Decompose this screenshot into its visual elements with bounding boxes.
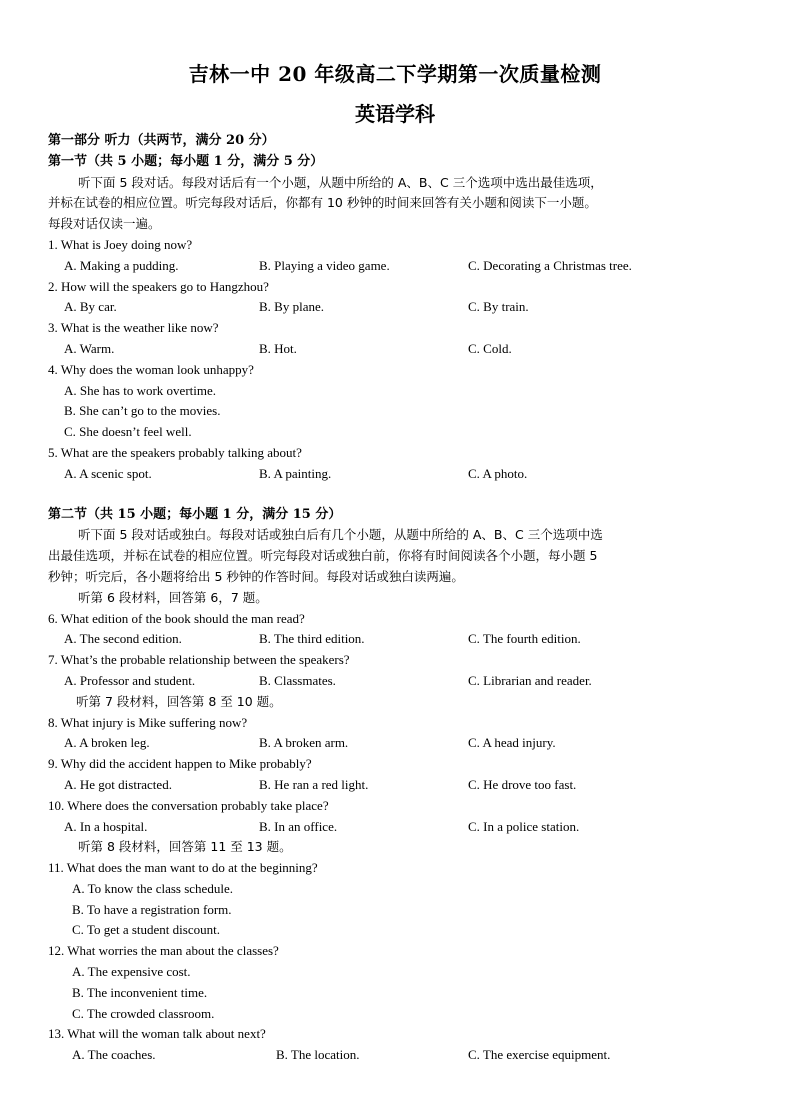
question-stem: 12. What worries the man about the classes? <box>48 943 279 959</box>
material-intro: 听第 7 段材料，回答第 8 至 10 题。 <box>76 693 282 709</box>
listening-part <box>48 131 748 1066</box>
option-a: A. A scenic spot. <box>64 465 152 481</box>
option-b: B. In an office. <box>259 818 338 834</box>
option-b: B. He ran a red light. <box>259 776 369 792</box>
section1-heading: 第一节（共 5 小题；每小题 1 分，满分 5 分） <box>48 153 324 169</box>
section2-heading: 第二节（共 15 小题；每小题 1 分，满分 15 分） <box>48 506 342 522</box>
option-c: C. The crowded classroom. <box>72 1005 215 1021</box>
option-c: C. Librarian and reader. <box>468 672 592 688</box>
question-stem: 6. What edition of the book should the man read? <box>48 610 305 626</box>
option-b: B. The inconvenient time. <box>72 984 208 1000</box>
section1-instruction-line: 听下面 5 段对话。每段对话后有一个小题，从题中所给的 A、B、C 三个选项中选出最佳选项， <box>78 174 603 190</box>
option-c: C. He drove too fast. <box>468 776 577 792</box>
section2-instruction-line: 秒钟；听完后，各小题将给出 5 秒钟的作答时间。每段对话或独白读两遍。 <box>48 568 464 584</box>
option-c: C. She doesn’t feel well. <box>64 424 192 440</box>
question-options <box>48 464 748 485</box>
part1-heading: 第一部分 听力（共两节，满分 20 分） <box>48 133 275 148</box>
option-c: C. A head injury. <box>468 735 556 751</box>
section1-instruction-line: 并标在试卷的相应位置。听完每段对话后，你都有 10 秒钟的时间来回答有关小题和阅读下一小题。 <box>48 195 597 211</box>
material-intro: 听第 6 段材料，回答第 6，7 题。 <box>78 589 268 605</box>
question-stem: 10. Where does the conversation probably take place? <box>48 797 329 813</box>
question-options <box>48 339 748 360</box>
option-c: C. By train. <box>468 299 529 315</box>
option-c: C. To get a student discount. <box>72 922 220 938</box>
option-a: A. Professor and student. <box>64 672 196 688</box>
question-options <box>48 256 748 277</box>
question-stem: 4. Why does the woman look unhappy? <box>48 361 254 377</box>
option-a: A. By car. <box>64 299 117 315</box>
question-stem: 13. What will the woman talk about next? <box>48 1026 266 1042</box>
option-a: A. Warm. <box>64 340 115 356</box>
option-b: B. Classmates. <box>259 672 336 688</box>
option-a: A. In a hospital. <box>64 818 148 834</box>
section2-instruction-line: 出最佳选项，并标在试卷的相应位置。听完每段对话或独白前，你将有时间阅读各个小题，每小题 5 <box>48 548 598 564</box>
option-a: A. The expensive cost. <box>72 964 191 980</box>
question-options <box>48 297 748 318</box>
section-spacer <box>48 485 748 505</box>
option-a: A. The coaches. <box>72 1047 156 1063</box>
option-a: A. To know the class schedule. <box>72 880 233 896</box>
option-b: B. To have a registration form. <box>72 901 232 917</box>
question-options <box>48 671 748 692</box>
option-b: B. Playing a video game. <box>259 257 390 273</box>
question-options <box>48 817 748 838</box>
question-stem: 9. Why did the accident happen to Mike probably? <box>48 756 312 772</box>
option-c: C. In a police station. <box>468 818 580 834</box>
option-a: A. Making a pudding. <box>64 257 179 273</box>
question-options <box>48 629 748 650</box>
question-stem: 2. How will the speakers go to Hangzhou? <box>48 278 269 294</box>
question-stem: 1. What is Joey doing now? <box>48 236 193 252</box>
question-options <box>48 775 748 796</box>
option-b: B. By plane. <box>259 299 324 315</box>
material-intro: 听第 8 段材料，回答第 11 至 13 题。 <box>78 839 292 855</box>
question-stem: 3. What is the weather like now? <box>48 320 219 336</box>
option-a: A. He got distracted. <box>64 776 172 792</box>
question-stem: 7. What’s the probable relationship between the speakers? <box>48 652 350 668</box>
section2-instruction-line: 听下面 5 段对话或独白。每段对话或独白后有几个小题，从题中所给的 A、B、C 三个选项中选 <box>78 527 603 543</box>
option-a: A. She has to work overtime. <box>64 382 217 398</box>
option-b: B. The location. <box>276 1047 360 1063</box>
option-c: C. The fourth edition. <box>468 631 581 647</box>
option-b: B. A broken arm. <box>259 735 349 751</box>
option-c: C. Cold. <box>468 340 512 356</box>
question-stem: 8. What injury is Mike suffering now? <box>48 714 248 730</box>
option-a: A. A broken leg. <box>64 735 150 751</box>
exam-title: 吉林一中 20 年级高二下学期第一次质量检测 <box>188 62 602 86</box>
option-b: B. The third edition. <box>259 631 365 647</box>
option-b: B. A painting. <box>259 465 332 481</box>
option-a: A. The second edition. <box>64 631 182 647</box>
option-b: B. She can’t go to the movies. <box>64 403 221 419</box>
option-c: C. Decorating a Christmas tree. <box>468 257 632 273</box>
question-stem: 5. What are the speakers probably talking about? <box>48 444 302 460</box>
option-c: C. A photo. <box>468 465 528 481</box>
section1-instruction-line: 每段对话仅读一遍。 <box>48 216 161 232</box>
question-stem: 11. What does the man want to do at the beginning? <box>48 860 318 876</box>
option-b: B. Hot. <box>259 340 297 356</box>
subject-title: 英语学科 <box>355 102 435 126</box>
question-options <box>48 733 748 754</box>
option-c: C. The exercise equipment. <box>468 1047 611 1063</box>
question-options <box>48 1045 748 1066</box>
